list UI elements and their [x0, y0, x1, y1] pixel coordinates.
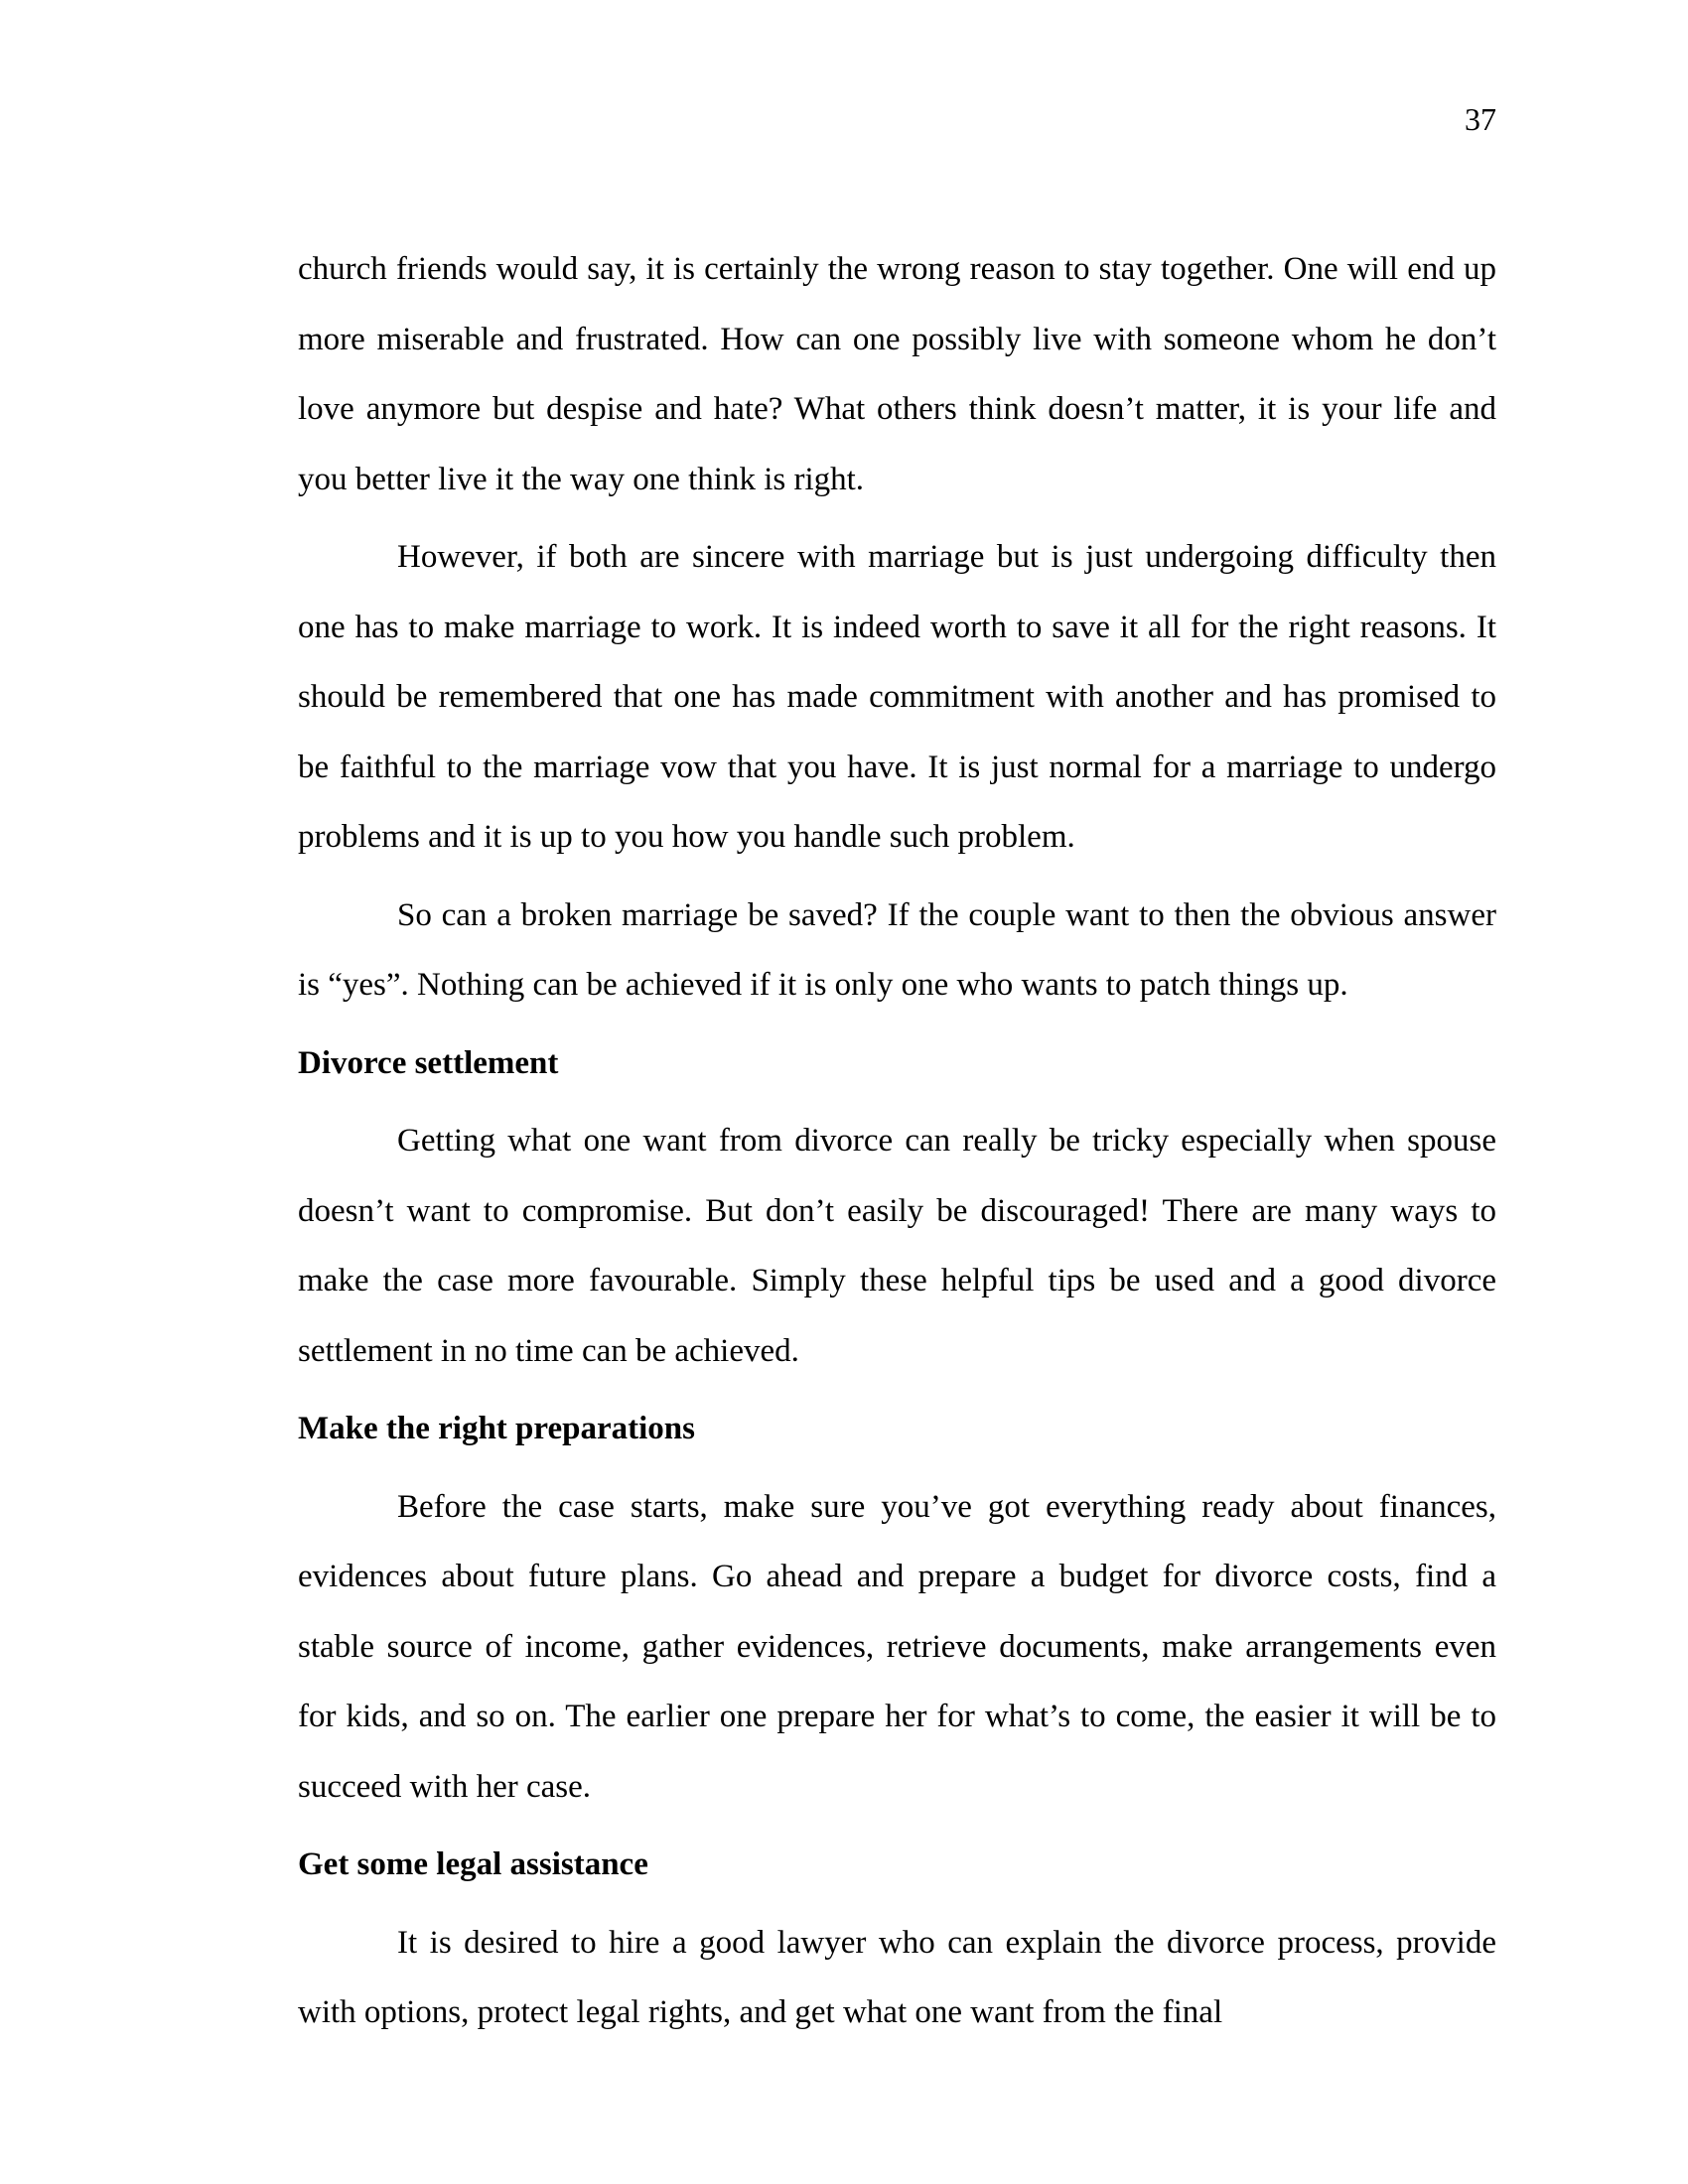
heading-legal-assistance: Get some legal assistance [298, 1846, 648, 1882]
paragraph-broken-marriage: So can a broken marriage be saved? If the couple want to then the obvious answer is “yes”. Nothing can be achieved if it is only one who wants to patch things up. [298, 896, 1496, 1003]
page-number: 37 [1465, 101, 1496, 137]
paragraph-legal-assistance: It is desired to hire a good lawyer who can explain the divorce process, provide with options, protect legal rights, and get what one want from the final [298, 1924, 1496, 2030]
body-text [298, 234, 1496, 2056]
paragraph-continuation: church friends would say, it is certainly the wrong reason to stay together. One will end up more miserable and frustrated. How can one possibly live with someone whom he don’t love anymore but despise and hate? What others think doesn’t matter, it is your life and you better live it the way one think is right. [298, 251, 1496, 497]
paragraph-sincere-marriage: However, if both are sincere with marriage but is just undergoing difficulty then one has to make marriage to work. It is indeed worth to save it all for the right reasons. It should be remembered that one has made commitment with another and has promised to be faithful to the marriage vow that you have. It is just normal for a marriage to undergo problems and it is up to you how you handle such problem. [298, 539, 1496, 855]
heading-divorce-settlement: Divorce settlement [298, 1044, 559, 1081]
heading-right-preparations: Make the right preparations [298, 1411, 695, 1446]
paragraph-preparations: Before the case starts, make sure you’ve got everything ready about finances, evidences about future plans. Go ahead and prepare a budget for divorce costs, find a stable source of income, gather evidences, retrieve documents, make arrangements even for kids, and so on. The earlier one prepare her for what’s to come, the easier it will be to succeed with her case. [298, 1488, 1496, 1805]
paragraph-divorce-settlement: Getting what one want from divorce can really be tricky especially when spouse doesn’t want to compromise. But don’t easily be discouraged! There are many ways to make the case more favourable. Simply these helpful tips be used and a good divorce settlement in no time can be achieved. [298, 1123, 1496, 1369]
